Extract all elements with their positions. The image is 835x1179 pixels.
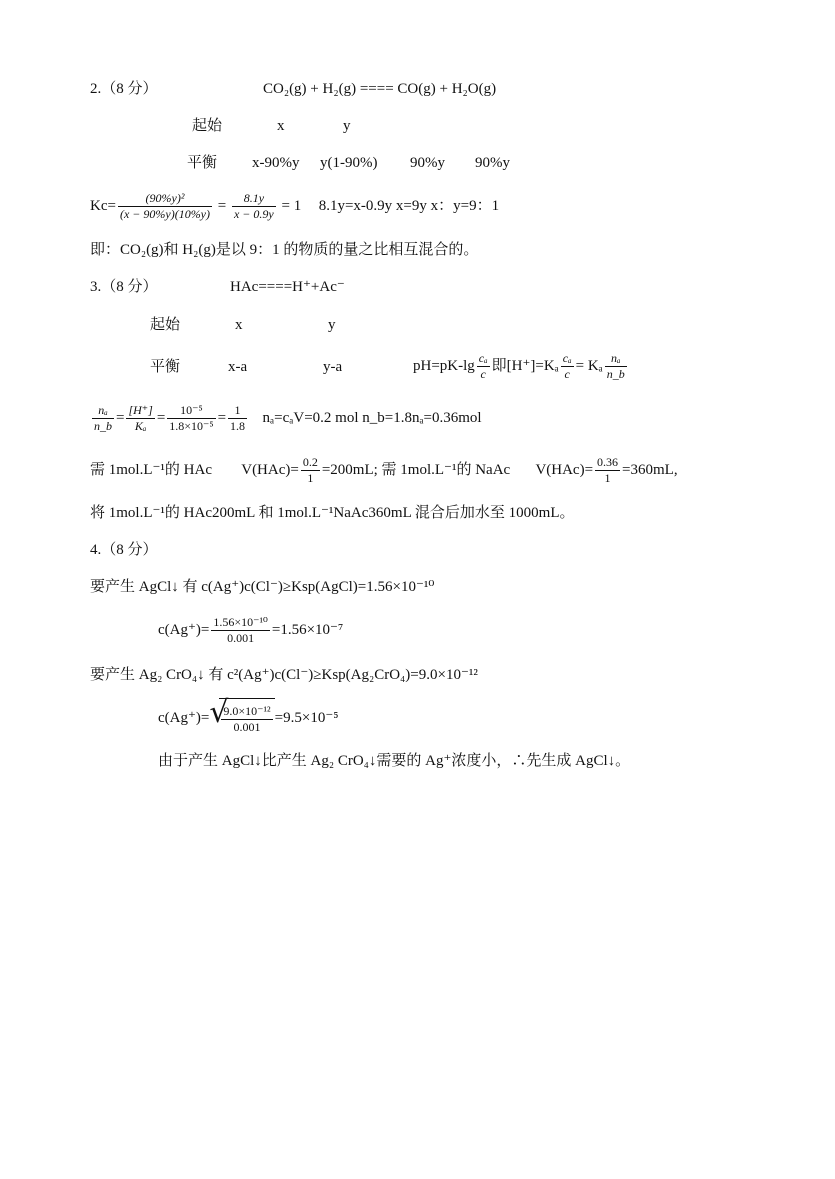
q3-r-frac1-num: nₐ (92, 403, 114, 419)
q4-ag2cro4-calc-a: c(Ag⁺)= (158, 710, 210, 726)
q3-ph-frac3-den: n_b (606, 367, 625, 382)
q3-need1-a: 需 1mol.L⁻¹的 HAc (90, 462, 212, 478)
q2-reaction: CO₂(g) + H₂(g) ==== CO(g) + H₂O(g) (263, 81, 497, 97)
q3-label: 3.（8 分） (90, 279, 158, 295)
q3-ph-eq: = Kₐ (575, 358, 603, 374)
q4-ag2cro4-calc-b: =9.5×10⁻⁵ (274, 710, 339, 726)
q4-ag2cro4-calc (158, 695, 339, 739)
q2-frac2-den: x − 0.9y (233, 207, 274, 222)
sqrt-symbol: √ $\frac{\text{9.0×10⁻¹²}}{0.001}$ (209, 698, 274, 739)
q4-ag2cro4-frac-den: 0.001 (233, 720, 261, 735)
q2-kc-label: Kc= (90, 198, 116, 214)
q4-agcl-calc-a: c(Ag⁺)= (158, 622, 210, 638)
q3-need1-b: V(HAc)= (241, 462, 299, 478)
q3-ph-mid: 即[H⁺]=Kₐ (491, 358, 559, 374)
q3-reaction: HAc====H⁺+Ac⁻ (230, 279, 345, 295)
q3-ratio-equation: $\frac{\text{nₐ}}{n\_b}$ = $\frac{[H^+]}{\text{Kₐ}}$ = $\frac{\text{10⁻⁵}}{\text{1.8×10⁻⁵}}$ = $\frac{1}{1.8}$ nₐ=cₐV=0.2 mol n_b=1.8nₐ=0.36mol (94, 403, 482, 434)
q2-kc-fraction-1 (118, 191, 212, 222)
q3-ph-frac3 (605, 351, 627, 382)
q3-eq-1: x-a (228, 359, 248, 375)
q3-ph-equation (413, 348, 629, 384)
q3-ph-frac (477, 351, 490, 382)
q4-ag2cro4-frac-num: 9.0×10⁻¹² (223, 704, 271, 719)
q3-need2-c: =360mL, (622, 462, 678, 478)
q4-ag2cro4-frac (221, 704, 272, 735)
q2-eq-2: y(1-90%) (320, 155, 378, 171)
q2-frac2-num: 8.1y (232, 191, 276, 207)
q4-agcl-frac (211, 615, 270, 646)
q3-ratio-frac4 (228, 403, 247, 434)
q3-r-frac4-num: 1 (228, 403, 247, 419)
q3-ph-frac-num: cₐ (478, 351, 488, 366)
q3-need2-frac-den: 1 (604, 471, 611, 486)
q3-need2-frac (595, 455, 620, 486)
q2-label: 2.（8 分） (90, 81, 158, 97)
q3-r-frac3-num: 10⁻⁵ (167, 403, 215, 419)
q3-r-frac2-den: Kₐ (134, 419, 147, 434)
q3-ph-frac2 (561, 351, 574, 382)
q2-frac1-num: (90%y)² (118, 191, 212, 207)
q3-ph-text: pH=pK-lg (413, 358, 475, 374)
q3-ph-frac2-num: cₐ (562, 351, 572, 366)
q2-start-y: y (343, 118, 351, 134)
q2-kc-equation: Kc= $\frac{\text{(90\%y)²}}{(x - 90\%y)(10\%y)}$ = $\frac{8.1y}{x - 0.9y}$ = 1 8.1y=x-0.9y x=9y x：y=9：1 (90, 191, 500, 222)
q2-frac1-den: (x − 90%y)(10%y) (119, 207, 211, 222)
q2-solve: 8.1y=x-0.9y x=9y x：y=9：1 (318, 198, 500, 214)
q3-eq-2: y-a (323, 359, 343, 375)
q3-need1-frac (301, 455, 320, 486)
q4-agcl-frac-den: 0.001 (227, 631, 255, 646)
q3-r-frac3-den: 1.8×10⁻⁵ (169, 419, 214, 434)
q3-start-y: y (328, 317, 336, 333)
q3-eq-label: 平衡 (150, 359, 181, 375)
q3-start-x: x (235, 317, 243, 333)
q3-r-frac4-den: 1.8 (230, 419, 246, 434)
q4-agcl-line: 要产生 AgCl↓ 有 c(Ag⁺)c(Cl⁻)≥Ksp(AgCl)=1.56×10⁻¹⁰ (90, 579, 435, 595)
q3-need2-b: V(HAc)= (535, 462, 594, 478)
q3-ratio-frac3 (167, 403, 215, 434)
q2-start-x: x (277, 118, 285, 134)
q3-need1-c: =200mL; 需 1mol.L⁻¹的 NaAc (321, 462, 511, 478)
q3-need2-frac-num: 0.36 (597, 455, 619, 470)
q2-eq-3: 90%y (410, 155, 445, 171)
q3-need1-frac-den: 1 (307, 471, 314, 486)
q3-r-frac2-num: [H⁺] (128, 403, 153, 418)
q2-kc-fraction-2 (232, 191, 276, 222)
q3-volume-line (90, 452, 678, 488)
q4-ag2cro4-line: 要产生 Ag₂ CrO₄↓ 有 c²(Ag⁺)c(Cl⁻)≥Ksp(Ag₂CrO₄)=9.0×10⁻¹² (90, 667, 478, 683)
q2-eq-1: x-90%y (252, 155, 300, 171)
q3-ph-frac3-num: nₐ (605, 351, 627, 367)
q3-mix: 将 1mol.L⁻¹的 HAc200mL 和 1mol.L⁻¹NaAc360mL 混合后加水至 1000mL。 (90, 505, 575, 521)
q4-conclusion: 由于产生 AgCl↓比产生 Ag₂ CrO₄↓需要的 Ag⁺浓度小，∴先生成 AgCl↓。 (158, 753, 631, 769)
q3-ratio-frac2 (126, 403, 154, 434)
q4-agcl-calc-b: =1.56×10⁻⁷ (271, 622, 344, 638)
q3-ratio-rest: nₐ=cₐV=0.2 mol n_b=1.8nₐ=0.36mol (262, 410, 482, 426)
q3-ph-frac-den: c (480, 367, 486, 382)
q4-agcl-calc (158, 612, 343, 648)
q3-ph-frac2-den: c (564, 367, 570, 382)
q2-eq-label: 平衡 (187, 155, 218, 171)
q2-equals-one: = 1 (281, 198, 302, 214)
q2-conclusion: 即：CO₂(g)和 H₂(g)是以 9：1 的物质的量之比相互混合的。 (90, 242, 479, 258)
q3-ratio-frac1 (92, 403, 114, 434)
q2-start-label: 起始 (192, 118, 223, 134)
q3-r-frac1-den: n_b (94, 419, 112, 434)
q4-label: 4.（8 分） (90, 542, 158, 558)
q4-agcl-frac-num: 1.56×10⁻¹⁰ (213, 615, 268, 630)
q2-eq-4: 90%y (475, 155, 510, 171)
q3-need1-frac-num: 0.2 (302, 455, 318, 470)
q3-start-label: 起始 (150, 317, 181, 333)
